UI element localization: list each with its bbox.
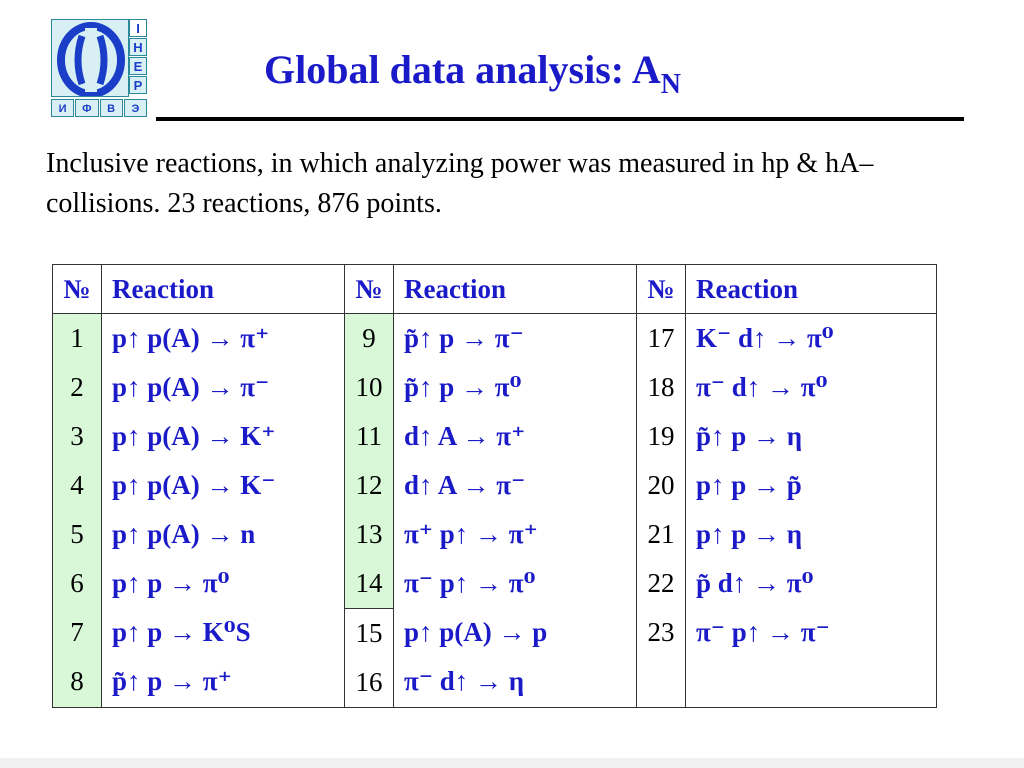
- reaction-number: 13: [355, 519, 383, 549]
- reaction-formula: p↑ p(A) → p: [404, 617, 548, 647]
- reaction-formula: π⁻ p↑ → π⁰: [404, 568, 536, 598]
- reaction-formula: d↑ A → π⁻: [404, 470, 526, 500]
- group-2-reactions: [394, 314, 637, 708]
- ihep-logo-emblem: [51, 19, 129, 97]
- logo-letter: И: [51, 99, 74, 117]
- group-3-numbers: [637, 314, 686, 708]
- reaction-number: 3: [70, 421, 84, 451]
- header-num: №: [53, 265, 102, 314]
- reaction-formula: p↑ p → K⁰S: [112, 617, 251, 647]
- reaction-number: 10: [355, 372, 383, 402]
- reaction-number: 6: [70, 568, 84, 598]
- reaction-formula: π⁻ p↑ → π⁻: [696, 617, 830, 647]
- header-reaction: Reaction: [394, 265, 637, 314]
- reaction-formula: π⁻ d↑ → π⁰: [696, 372, 828, 402]
- reaction-number: 12: [355, 470, 383, 500]
- logo-letter: P: [129, 76, 147, 94]
- reaction-number: 9: [362, 323, 376, 353]
- reaction-number: 22: [647, 568, 675, 598]
- reaction-number: 5: [70, 519, 84, 549]
- reaction-number: 16: [355, 667, 383, 697]
- reaction-number: 2: [70, 372, 84, 402]
- reaction-formula: π⁺ p↑ → π⁺: [404, 519, 538, 549]
- reaction-formula: p↑ p(A) → π⁻: [112, 372, 270, 402]
- slide-title-subscript: N: [660, 69, 681, 100]
- group-3-reactions: [686, 314, 937, 708]
- header-num: №: [637, 265, 686, 314]
- logo-letter: В: [100, 99, 123, 117]
- ihep-logo: [51, 19, 147, 117]
- reaction-number: 7: [70, 617, 84, 647]
- logo-letter: E: [129, 57, 147, 75]
- logo-letter: H: [129, 38, 147, 56]
- reaction-number: 15: [355, 618, 383, 648]
- footer-bar: [0, 758, 1024, 768]
- reaction-formula: p̃↑ p → π⁺: [112, 666, 232, 696]
- reaction-formula: d↑ A → π⁺: [404, 421, 526, 451]
- intro-text: Inclusive reactions, in which analyzing power was measured in hp & hA–collisions. 23 reactions, 876 points.: [46, 148, 874, 219]
- reaction-formula: p↑ p(A) → K⁺: [112, 421, 276, 451]
- reaction-formula: p↑ p(A) → π⁺: [112, 323, 270, 353]
- reaction-number: 1: [70, 323, 84, 353]
- reaction-formula: p̃ d↑ → π⁰: [696, 568, 814, 598]
- reaction-number: 19: [647, 421, 675, 451]
- reaction-formula: p↑ p(A) → n: [112, 519, 256, 549]
- slide-title-main: Global data analysis: A: [264, 47, 661, 92]
- reaction-number: 23: [647, 617, 675, 647]
- reaction-number: 21: [647, 519, 675, 549]
- reaction-formula: p̃↑ p → π⁰: [404, 372, 522, 402]
- title-divider: [156, 117, 964, 121]
- reactions-table: [52, 264, 937, 708]
- reaction-formula: p↑ p → π⁰: [112, 568, 230, 598]
- reaction-number: 11: [356, 421, 382, 451]
- logo-letter: I: [129, 19, 147, 37]
- header-num: №: [345, 265, 394, 314]
- reaction-number: 8: [70, 666, 84, 696]
- table-header-row: [53, 265, 937, 314]
- reaction-number: 14: [355, 568, 383, 598]
- group-2-numbers-bottom: [345, 609, 394, 708]
- reaction-formula: K⁻ d↑ → π⁰: [696, 323, 834, 353]
- reaction-number: 17: [647, 323, 675, 353]
- header-reaction: Reaction: [686, 265, 937, 314]
- reaction-formula: p̃↑ p → η: [696, 421, 803, 451]
- group-2-numbers-top: [345, 314, 394, 609]
- reaction-number: 18: [647, 372, 675, 402]
- table-body-row: [53, 314, 937, 609]
- reaction-number: 20: [647, 470, 675, 500]
- reaction-formula: p↑ p(A) → K⁻: [112, 470, 276, 500]
- logo-bottom-letters: [51, 99, 147, 117]
- logo-emblem-icon: [52, 20, 129, 97]
- reaction-formula: π⁻ d↑ → η: [404, 666, 525, 696]
- reaction-formula: p↑ p → p̃: [696, 470, 802, 500]
- logo-letter: Ф: [75, 99, 98, 117]
- reaction-formula: p↑ p → η: [696, 519, 803, 549]
- group-1-reactions: [102, 314, 345, 708]
- group-1-numbers: [53, 314, 102, 708]
- logo-letter: Э: [124, 99, 147, 117]
- slide-title: [264, 46, 681, 109]
- reaction-number: 4: [70, 470, 84, 500]
- reaction-formula: p̃↑ p → π⁻: [404, 323, 524, 353]
- header-reaction: Reaction: [102, 265, 345, 314]
